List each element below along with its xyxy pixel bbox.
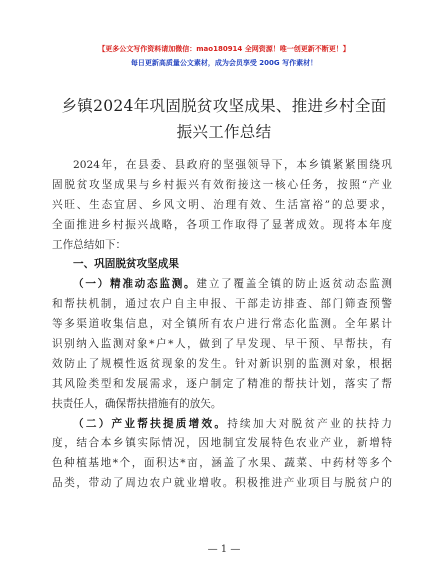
intro-line: 全面推进乡村振兴战略，各项工作取得了显著成效。现将本年度 [52, 218, 392, 231]
page-number: — 1 — [207, 544, 241, 555]
paragraph-line: 识别纳入监测对象*户*人，做到了早发现、早干预、早帮扶，有 [52, 338, 392, 351]
subsection-label: （一）精准动态监测。 [73, 278, 197, 291]
intro-line: 2024年，在县委、县政府的坚强领导下，本乡镇紧紧围绕巩 [73, 159, 392, 171]
promo-banner-line2: 每日更新高质量公文素材，成为会员享受 200G 写作素材！ [130, 59, 318, 67]
intro-line: 固脱贫攻坚成果与乡村振兴有效衔接这一核心任务，按照“产业 [52, 178, 392, 191]
intro-line: 兴旺、生态宜居、乡风文明、治理有效、生活富裕”的总要求， [52, 198, 392, 211]
subsection-label: （二）产业帮扶提质增效。 [73, 417, 228, 430]
paragraph-line: 色种植基地*个，面积达*亩，涵盖了水果、蔬菜、中药材等多个 [52, 457, 392, 470]
subsection-first-line [52, 415, 392, 435]
paragraph-line: 等多渠道收集信息，对全镇所有农户进行常态化监测。全年累计 [52, 318, 392, 331]
subsection-text: 建立了覆盖全镇的防止返贫动态监测 [196, 278, 392, 291]
document-body [52, 156, 392, 494]
paragraph-line: 扶责任人，确保帮扶措施有的放矢。 [52, 397, 222, 410]
intro-line: 工作总结如下： [52, 238, 127, 251]
promo-banner-line1: 【更多公文写作资料请加微信：mao180914 全网资源！唯一创更新不断更！】 [98, 45, 350, 53]
paragraph-line: 效防止了规模性返贫现象的发生。针对新识别的监测对象，根据 [52, 357, 392, 370]
document-title-line2: 振兴工作总结 [176, 123, 272, 141]
section-heading: 一、巩固脱贫攻坚成果 [73, 258, 179, 271]
paragraph-line: 品类，带动了周边农户就业增收。积极推进产业项目与脱贫户的 [52, 477, 392, 490]
subsection-text: 持续加大对脱贫产业的扶持力 [227, 417, 392, 430]
paragraph-line: 和帮扶机制，通过农户自主申报、干部走访排查、部门筛查预警 [52, 298, 392, 311]
paragraph-line: 度，结合本乡镇实际情况，因地制宜发展特色农业产业，新增特 [52, 437, 392, 450]
paragraph-line: 其风险类型和发展需求，逐户制定了精准的帮扶计划，落实了帮 [52, 377, 392, 390]
subsection-first-line [52, 275, 392, 295]
document-title-line1: 乡镇2024年巩固脱贫攻坚成果、推进乡村全面 [61, 97, 387, 115]
